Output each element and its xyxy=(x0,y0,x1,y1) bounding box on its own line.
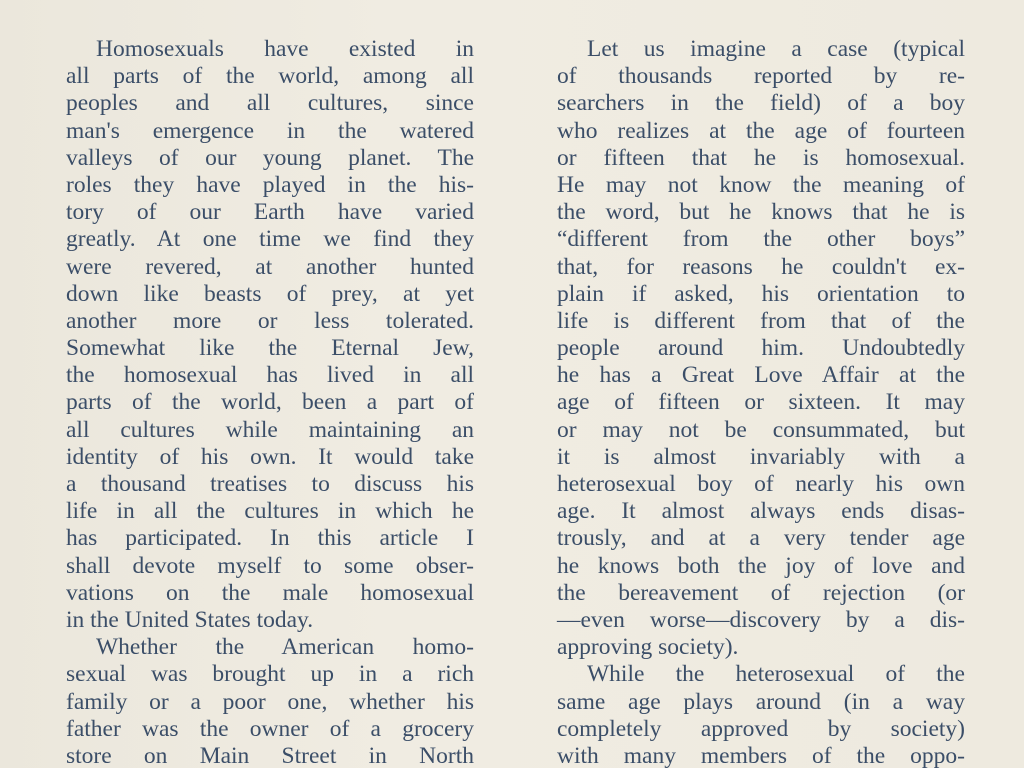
text-line: or may not be consummated, but xyxy=(557,416,965,443)
text-line: roles they have played in the his- xyxy=(66,171,474,198)
text-line: age of fifteen or sixteen. It may xyxy=(557,389,965,416)
text-line: searchers in the field) of a boy xyxy=(557,90,965,117)
text-line: sexual was brought up in a rich xyxy=(66,661,474,688)
text-line: Somewhat like the Eternal Jew, xyxy=(66,335,474,362)
text-line: Whether the American homo- xyxy=(96,634,474,661)
text-line: he knows both the joy of love and xyxy=(557,552,965,579)
text-line: or fifteen that he is homosexual. xyxy=(557,144,965,171)
text-line: it is almost invariably with a xyxy=(557,443,965,470)
text-line: While the heterosexual of the xyxy=(587,661,965,688)
text-line: same age plays around (in a way xyxy=(557,688,965,715)
text-line: peoples and all cultures, since xyxy=(66,90,474,117)
text-line: a thousand treatises to discuss his xyxy=(66,471,474,497)
text-line: with many members of the oppo- xyxy=(557,742,965,768)
text-line: another more or less tolerated. xyxy=(66,307,474,334)
text-line: the homosexual has lived in all xyxy=(66,362,474,389)
text-line: life is different from that of the xyxy=(557,307,965,334)
text-line: greatly. At one time we find they xyxy=(66,226,474,253)
text-line: that, for reasons he couldn't ex- xyxy=(557,253,965,280)
text-line: Homosexuals have existed in xyxy=(96,36,474,62)
text-line: the bereavement of rejection (or xyxy=(557,579,965,606)
text-line: has participated. In this article I xyxy=(66,525,474,552)
text-line: Let us imagine a case (typical xyxy=(587,36,965,62)
text-line: He may not know the meaning of xyxy=(557,171,965,198)
text-line: heterosexual boy of nearly his own xyxy=(557,471,965,497)
text-line: all parts of the world, among all xyxy=(66,63,474,90)
left-column xyxy=(66,36,474,768)
text-line: life in all the cultures in which he xyxy=(66,498,474,525)
text-line: in the United States today. xyxy=(66,606,314,633)
text-line: father was the owner of a grocery xyxy=(66,715,474,742)
text-line: all cultures while maintaining an xyxy=(66,416,474,443)
text-line: identity of his own. It would take xyxy=(66,443,474,470)
text-line: —even worse—discovery by a dis- xyxy=(557,606,965,633)
text-line: tory of our Earth have varied xyxy=(66,199,474,226)
text-line: completely approved by society) xyxy=(557,715,965,742)
text-line: man's emergence in the watered xyxy=(66,117,474,144)
text-line: the word, but he knows that he is xyxy=(557,199,965,226)
text-line: age. It almost always ends disas- xyxy=(557,498,965,525)
text-line: family or a poor one, whether his xyxy=(66,688,474,715)
text-line: valleys of our young planet. The xyxy=(66,144,474,171)
right-column xyxy=(557,36,965,768)
text-line: shall devote myself to some obser- xyxy=(66,552,474,579)
text-line: people around him. Undoubtedly xyxy=(557,335,965,362)
text-line: approving society). xyxy=(557,634,739,661)
text-line: trously, and at a very tender age xyxy=(557,525,965,552)
text-line: who realizes at the age of fourteen xyxy=(557,117,965,144)
text-line: store on Main Street in North xyxy=(66,742,474,768)
text-line: parts of the world, been a part of xyxy=(66,389,474,416)
text-line: he has a Great Love Affair at the xyxy=(557,362,965,389)
text-line: down like beasts of prey, at yet xyxy=(66,280,474,307)
text-line: were revered, at another hunted xyxy=(66,253,474,280)
text-line: plain if asked, his orientation to xyxy=(557,280,965,307)
text-line: vations on the male homosexual xyxy=(66,579,474,606)
text-line: “different from the other boys” xyxy=(557,226,965,253)
text-line: of thousands reported by re- xyxy=(557,63,965,90)
